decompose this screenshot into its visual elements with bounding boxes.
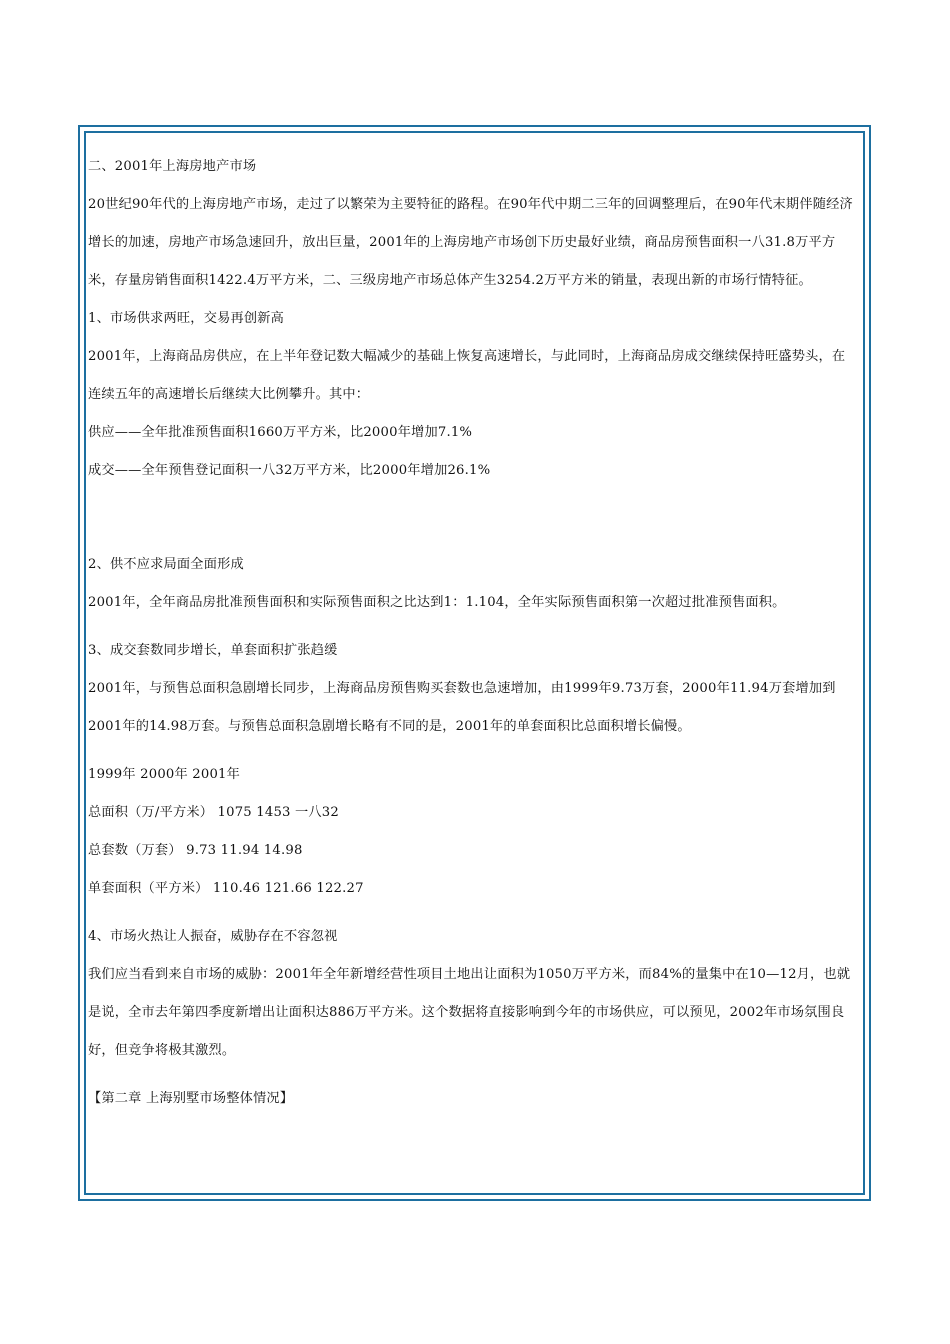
blank-space: [88, 490, 858, 528]
blank-space-2: [88, 528, 858, 546]
intro-paragraph: 20世纪90年代的上海房地产市场，走过了以繁荣为主要特征的路程。在90年代中期二三年的回调整理后，在90年代末期伴随经济增长的加速，房地产市场急速回升，放出巨量，2001年的上海房地产市场创下历史最好业绩，商品房预售面积一八31.8万平方米，存量房销售面积1422.4万平方米，二、三级房地产市场总体产生3254.2万平方米的销量，表现出新的市场行情特征。: [88, 197, 853, 288]
deal-line: 成交——全年预售登记面积一八32万平方米，比2000年增加26.1%: [88, 463, 491, 478]
blank-space-4: [88, 746, 858, 756]
heading-2: 2、供不应求局面全面形成: [88, 557, 244, 572]
table-header-row: 1999年 2000年 2001年: [88, 767, 241, 782]
paragraph-3: 2001年，与预售总面积急剧增长同步，上海商品房预售购买套数也急速增加，由1999年9.73万套，2000年11.94万套增加到2001年的14.98万套。与预售总面积急剧增长略有不同的是，2001年的单套面积比总面积增长偏慢。: [88, 681, 836, 734]
table-row-total-area: 总面积（万/平方米） 1075 1453 一八32: [88, 805, 339, 820]
blank-space-5: [88, 908, 858, 918]
blank-space-3: [88, 622, 858, 632]
heading-1: 1、市场供求两旺，交易再创新高: [88, 311, 285, 326]
table-row-unit-area: 单套面积（平方米） 110.46 121.66 122.27: [88, 881, 364, 896]
table-row-total-units: 总套数（万套） 9.73 11.94 14.98: [88, 843, 303, 858]
blank-space-6: [88, 1070, 858, 1080]
paragraph-2: 2001年，全年商品房批准预售面积和实际预售面积之比达到1：1.104，全年实际预售面积第一次超过批准预售面积。: [88, 595, 786, 610]
paragraph-1: 2001年，上海商品房供应，在上半年登记数大幅减少的基础上恢复高速增长，与此同时，上海商品房成交继续保持旺盛势头，在连续五年的高速增长后继续大比例攀升。其中：: [88, 349, 846, 402]
supply-line: 供应——全年批准预售面积1660万平方米，比2000年增加7.1%: [88, 425, 473, 440]
heading-4: 4、市场火热让人振奋，威胁存在不容忽视: [88, 929, 338, 944]
document-body: [88, 148, 858, 1118]
chapter-heading: 【第二章 上海别墅市场整体情况】: [88, 1091, 294, 1106]
section-title: 二、2001年上海房地产市场: [88, 159, 257, 174]
heading-3: 3、成交套数同步增长，单套面积扩张趋缓: [88, 643, 338, 658]
paragraph-4: 我们应当看到来自市场的威胁：2001年全年新增经营性项目土地出让面积为1050万平方米，而84%的量集中在10—12月，也就是说，全市去年第四季度新增出让面积达886万平方米。这个数据将直接影响到今年的市场供应，可以预见，2002年市场氛围良好，但竞争将极其激烈。: [88, 967, 851, 1058]
